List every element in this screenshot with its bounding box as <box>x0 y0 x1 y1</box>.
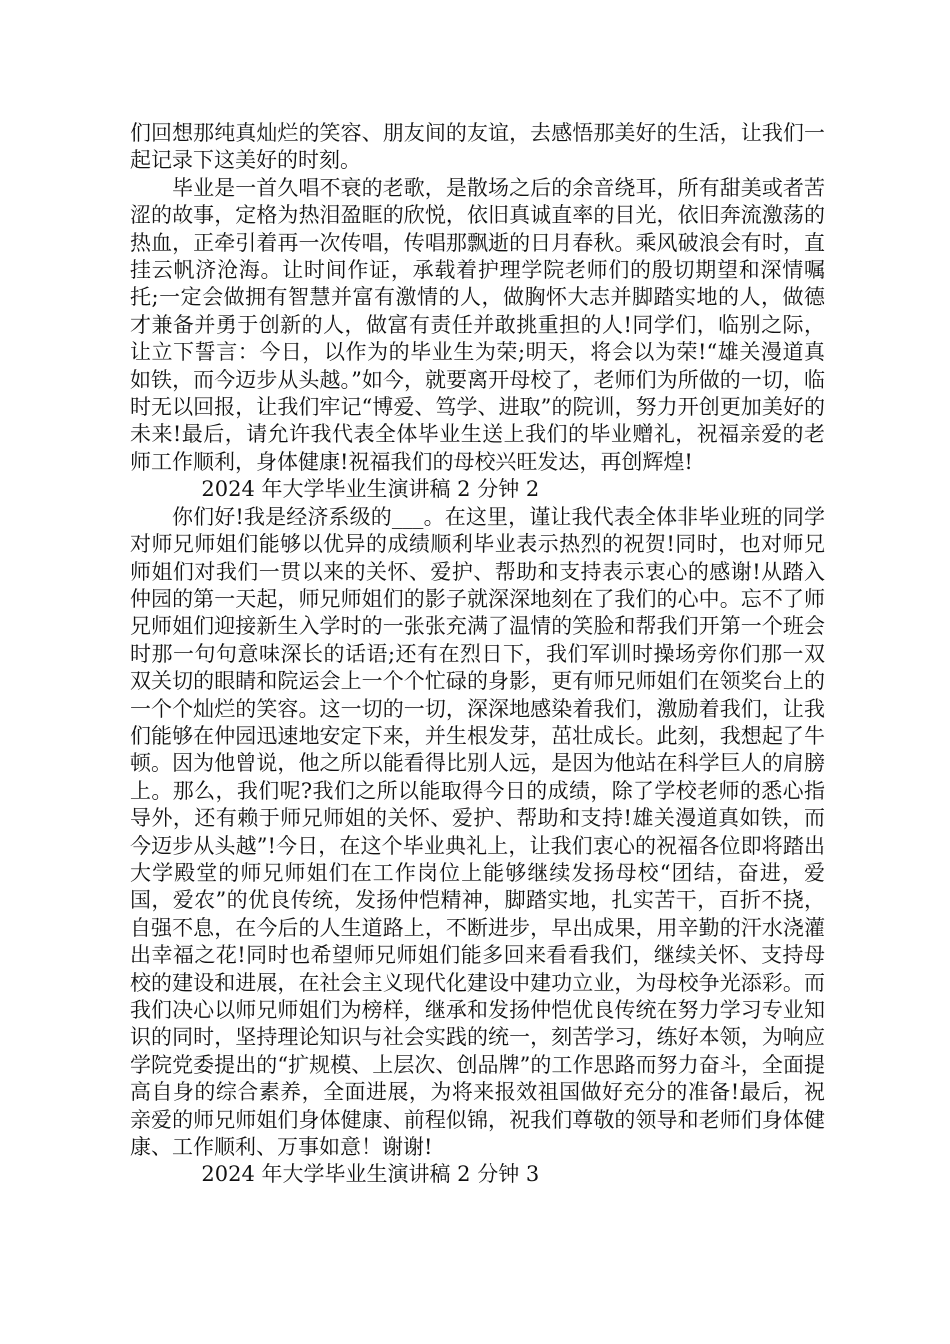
paragraph-speech-2: 你们好!我是经济系级的___。在这里，谨让我代表全体非毕业班的同学对师兄师姐们能够以优异的成绩顺利毕业表示热烈的祝贺!同时，也对师兄师姐们对我们一贯以来的关怀、爱护、帮助和支持表示衷心的感谢!从踏入仲园的第一天起，师兄师姐们的影子就深深地刻在了我们的心中。忘不了师兄师姐们迎接新生入学时的一张张充满了温情的笑脸和帮我们开第一个班会时那一句句意味深长的话语;还有在烈日下，我们军训时操场旁你们那一双双关切的眼睛和院运会上一个个忙碌的身影，更有师兄师姐们在领奖台上的一个个灿烂的笑容。这一切的一切，深深地感染着我们，激励着我们，让我们能够在仲园迅速地安定下来，并生根发芽，茁壮成长。此刻，我想起了牛顿。因为他曾说，他之所以能看得比别人远，是因为他站在科学巨人的肩膀上。那么，我们呢?我们之所以能取得今日的成绩，除了学校老师的悉心指导外，还有赖于师兄师姐的关怀、爱护、帮助和支持!雄关漫道真如铁，而今迈步从头越”!今日，在这个毕业典礼上，让我们衷心的祝福各位即将踏出大学殿堂的师兄师姐们在工作岗位上能够继续发扬母校“团结，奋进，爱国，爱农”的优良传统，发扬仲恺精神，脚踏实地，扎实苦干，百折不挠，自强不息，在今后的人生道路上，不断进步，早出成果，用辛勤的汗水浇灌出幸福之花!同时也希望师兄师姐们能多回来看看我们，继续关怀、支持母校的建设和进展，在社会主义现代化建设中建功立业，为母校争光添彩。而我们决心以师兄师姐们为榜样，继承和发扬仲恺优良传统在努力学习专业知识的同时，坚持理论知识与社会实践的统一，刻苦学习，练好本领，为响应学院党委提出的“扩规模、上层次、创品牌”的工作思路而努力奋斗，全面提高自身的综合素养，全面进展，为将来报效祖国做好充分的准备!最后，祝亲爱的师兄师姐们身体健康、前程似锦，祝我们尊敬的领导和老师们身体健康、工作顺利、万事如意！谢谢! <box>130 504 825 1160</box>
section-heading-2: 2024 年大学毕业生演讲稿 2 分钟 2 <box>201 477 540 502</box>
section-heading-3: 2024 年大学毕业生演讲稿 2 分钟 3 <box>201 1162 540 1187</box>
document-page <box>130 120 825 1189</box>
paragraph-graduation-song: 毕业是一首久唱不衰的老歌，是散场之后的余音绕耳，所有甜美或者苦涩的故事，定格为热泪盈眶的欣悦，依旧真诚直率的目光，依旧奔流激荡的热血，正牵引着再一次传唱，传唱那飘逝的日月春秋。乘风破浪会有时，直挂云帆济沧海。让时间作证，承载着护理学院老师们的殷切期望和深情嘱托;一定会做拥有智慧并富有激情的人，做胸怀大志并脚踏实地的人，做德才兼备并勇于创新的人，做富有责任并敢挑重担的人!同学们，临别之际，让立下誓言：今日，以作为的毕业生为荣;明天，将会以为荣!“雄关漫道真如铁，而今迈步从头越。”如今，就要离开母校了，老师们为所做的一切，临时无以回报，让我们牢记“博爱、笃学、进取”的院训，努力开创更加美好的未来!最后，请允许我代表全体毕业生送上我们的毕业赠礼，祝福亲爱的老师工作顺利，身体健康!祝福我们的母校兴旺发达，再创辉煌! <box>130 175 825 474</box>
paragraph-continuation: 们回想那纯真灿烂的笑容、朋友间的友谊，去感悟那美好的生活，让我们一起记录下这美好的时刻。 <box>130 121 825 173</box>
